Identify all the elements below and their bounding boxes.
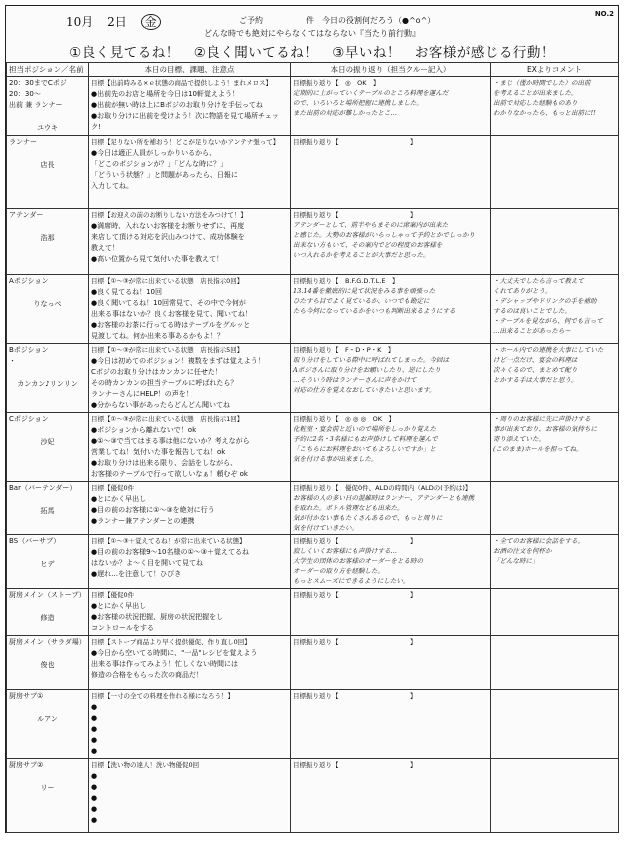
reflection-label: 目標振り返り【 】: [293, 138, 417, 146]
reflection-label: 目標振り返り【 F・D・P・K 】: [293, 346, 395, 354]
handwritten-line: もっとスムーズにできるようにしたい。: [293, 577, 410, 585]
goal-item: ●: [91, 816, 98, 824]
goal-item: ●ランナー兼アテンダーとの連携: [91, 517, 195, 525]
goal-head: 目標【一寸の全ての料理を作れる様になろう！】: [91, 692, 234, 700]
goal-item: はないか？よ～く目を開いて見てね: [91, 559, 203, 567]
goal-item: ●目の前のお客様に①～③を絶対に行う: [91, 506, 215, 514]
handwritten-line: 出来ない方もいて、その案内でどの程度のお客様を: [293, 241, 443, 249]
comment-cell[interactable]: [491, 482, 619, 535]
goal-head: 目標【①～③＋覚えてるね！が常に出来ている状態】: [91, 537, 246, 545]
position-cell: [7, 690, 89, 759]
goal-head: 目標【①～③が常に出来ている状態 店長指示1回】: [91, 415, 244, 423]
goal-item: 出来る事は作ってみよう！忙しくない時間には: [91, 660, 238, 668]
comment-line: ・デシャップやドリンクの手を補助: [493, 297, 597, 305]
person-name: ユウキ: [37, 124, 58, 132]
table-row: [7, 413, 619, 482]
comment-cell[interactable]: [491, 636, 619, 690]
reflection-label: 目標振り返り【 ◎ OK 】: [293, 79, 380, 87]
reflection-cell[interactable]: [291, 136, 491, 209]
goal-head: 目標【①～③が常に出来ている状態 店長指示0回】: [91, 277, 244, 285]
person-name: 修造: [40, 614, 55, 622]
person-name: りなっぺ: [33, 300, 62, 308]
page-number: NO.2: [594, 10, 614, 18]
goal-item: ●: [91, 747, 98, 755]
goal-item: ●分からない事があったらどんどん聞いてね: [91, 401, 231, 409]
goal-item: ●ポジションから離れないで！ok: [91, 426, 197, 434]
comment-line: くれてありがとう。: [493, 287, 552, 295]
position-name: Aポジション: [9, 277, 49, 285]
handwritten-line: 気を付ける事が出来ました。: [293, 455, 378, 463]
handwritten-line: 予約に2名・3名様にもお声掛けして料理を運んで: [293, 435, 438, 443]
goal-item: ●高い位置から見て気付いた事を教えて！: [91, 255, 224, 263]
reflection-cell[interactable]: [291, 589, 491, 636]
goal-head: 目標【お迎えの前のお断りしない方法をみつけて！】: [91, 211, 247, 219]
handwritten-line: 化粧室・宴会前と近いので場所をしっかり覚えた: [293, 425, 436, 433]
goal-item: ●: [91, 714, 98, 722]
daily-role-sheet: [5, 5, 619, 833]
goal-item: ●: [91, 805, 98, 813]
goal-head: 目標【①～③が常に出来ている状態 店長指示5回】: [91, 346, 244, 354]
role-table: [6, 62, 619, 833]
reflection-cell[interactable]: [291, 690, 491, 759]
handwritten-line: 対応の仕方を覚えなおしていきたいと思います。: [293, 386, 436, 394]
goal-head: 目標【洗い物の達人！洗い物優促0回: [91, 761, 200, 769]
position-cell: [7, 77, 89, 136]
comment-cell[interactable]: [491, 275, 619, 344]
comment-cell[interactable]: [491, 690, 619, 759]
goal-item: ●目の前のお客様9～10名様の①～③＋覚えてるね: [91, 548, 250, 556]
position-cell: [7, 589, 89, 636]
position-name: 20：30までCポジ: [9, 79, 67, 87]
goal-cell: [89, 482, 291, 535]
month: 10月: [66, 15, 94, 29]
position-name: アテンダー: [9, 211, 44, 219]
goal-item: ●: [91, 772, 98, 780]
table-row: [7, 77, 619, 136]
position-name: Bar（バーテンダー）: [9, 484, 77, 492]
handwritten-line: いつ入れるかを考えることが大事だと思った。: [293, 251, 430, 259]
handwritten-line: …そういう時はランナーさんに声をかけて: [293, 376, 417, 384]
handwritten-line: ので、いろいろと場所把握に連携しました。: [293, 99, 423, 107]
goal-item: ●とにかく早出し: [91, 602, 147, 610]
handwritten-line: お客様の人の多い日の混雑時はランナー、アテンダーとも連携: [293, 494, 475, 502]
reflection-label: 目標振り返り【 】: [293, 591, 417, 599]
comment-cell[interactable]: [491, 77, 619, 136]
goal-item: ●良く見てるね！10回: [91, 288, 163, 296]
goal-cell: [89, 535, 291, 589]
goal-item: ●: [91, 794, 98, 802]
handwritten-line: ひたすら目でよく見ているか、いつでも勘定に: [293, 297, 430, 305]
handwritten-line: を取れた。ボトル管理なども出来た。: [293, 504, 404, 512]
person-name: 俊也: [40, 661, 55, 669]
goal-cell: [89, 413, 291, 482]
goal-cell: [89, 759, 291, 833]
reflection-label: 目標振り返り【 優促0件、ALDの時間内（ALDの(予約は)】: [293, 484, 472, 492]
goal-item: ●とにかく早出し: [91, 495, 147, 503]
reflection-cell[interactable]: [291, 636, 491, 690]
comment-line: を考えることが出来ました。: [493, 89, 578, 97]
reflection-cell[interactable]: [291, 535, 491, 589]
goal-cell: [89, 136, 291, 209]
handwritten-line: また出前の対応が難しかったとこ…: [293, 109, 397, 117]
reflection-label: 目標振り返り【 】: [293, 211, 417, 219]
comment-line: 出前で対応した経験ものあり: [493, 99, 578, 107]
position-cell: [7, 482, 89, 535]
reflection-label: 目標振り返り【 】: [293, 761, 417, 769]
goal-cell: [89, 275, 291, 344]
goal-item: ●お客様の状況把握、厨房の状況把握をし: [91, 613, 224, 621]
reflection-label: 目標振り返り【 】: [293, 692, 417, 700]
handwritten-line: たら今何になっているかをいつも判断出来るようにする: [293, 307, 456, 315]
goal-item: ●お取り分けは出来る限り、会話をしながら、: [91, 459, 238, 467]
table-row: [7, 589, 619, 636]
goal-head: 目標【優促0件: [91, 591, 135, 599]
goal-item: 見渡してね。何か出来る事あるかもよ！？: [91, 332, 224, 340]
position-sub: 20：30～: [9, 90, 41, 98]
weekday: 金: [141, 14, 161, 30]
person-name: 拓馬: [40, 507, 55, 515]
comment-line: するのは良いことでした。: [493, 307, 571, 315]
handwritten-line: 「こちらにお料理をおいてもよろしいですか」と: [293, 445, 436, 453]
goal-item: 修造の合格をもらった次の商品だ！: [91, 671, 203, 679]
comment-line: ・大丈夫でしたら言って教えて: [493, 277, 584, 285]
comment-line: わかりなかったら、もっと出前に!!: [493, 109, 596, 117]
handwritten-line: オーダーの取り方を経験した。: [293, 567, 384, 575]
comment-line: 寄り添えていた。: [493, 435, 545, 443]
table-header-row: [7, 63, 619, 77]
handwritten-line: 気を付けていきたい。: [293, 524, 358, 532]
position-sub: ・: [9, 357, 16, 365]
person-name: カンカン♪リンリン: [17, 380, 78, 388]
reflection-cell[interactable]: [291, 759, 491, 833]
position-cell: [7, 136, 89, 209]
col-reflection: 本日の振り返り（担当クルー記入）: [291, 63, 491, 77]
handwritten-line: 取り分けをしている際中に呼ばれてしまった。今回は: [293, 356, 449, 364]
reflection-cell[interactable]: [291, 77, 491, 136]
reflection-label: 目標振り返り【 ◎ ◎ ◎ OK 】: [293, 415, 396, 423]
comment-line: ・周りのお客様に先に声掛けする: [493, 415, 591, 423]
role-title: 件 今日の役割何だろう（●^o^）: [306, 16, 436, 25]
goal-item: コントロールをする: [91, 624, 154, 632]
goal-item: Cポジのお取り分けはカンカンに任せた！: [91, 368, 222, 376]
goal-head: 目標【足りない所を補おう！どこが足りないかアンテナ張って】: [91, 138, 280, 146]
day: 2日: [107, 15, 127, 29]
goal-item: 教えて！: [91, 244, 119, 252]
table-row: [7, 636, 619, 690]
comment-line: けど一点だけ、宴会の料理は: [493, 356, 578, 364]
position-cell: [7, 535, 89, 589]
comment-cell[interactable]: [491, 344, 619, 413]
goal-item: 来店して頂ける対応を沢山みつけて、成功体験を: [91, 233, 245, 241]
handwritten-line: アテンダーとして、前半やらまそのに席案内が出来た: [293, 221, 449, 229]
table-row: [7, 209, 619, 275]
goal-item: ●今日は適正人員がしっかりいるから、: [91, 149, 217, 157]
col-goal: 本日の目標、課題、注意点: [89, 63, 291, 77]
table-row: [7, 535, 619, 589]
goal-item: ●: [91, 783, 98, 791]
col-position: 担当ポジション／名前: [7, 63, 89, 77]
handwritten-line: 大学生の団体のお客様のオーダーをとる時の: [293, 557, 423, 565]
goal-head: 目標【出前時みる×ｅ状態の商品で提供しよう！まれメロス】: [91, 79, 272, 87]
comment-line: (このまま)ホールを担ってね。: [493, 445, 583, 453]
comment-cell[interactable]: [491, 589, 619, 636]
goal-item: 出来る事はないか？良くお客様を見て、聞いてね！: [91, 310, 252, 318]
table-row: [7, 690, 619, 759]
reservation-label: ご予約: [239, 16, 263, 25]
goal-item: ●満席時、入れないお客様をお断りせずに、再度: [91, 222, 245, 230]
motto: ①良く見てるね！ ②良く聞いてるね！ ③早いね！ お客様が感じる行動！: [69, 45, 555, 61]
comment-line: ・テーブルを見ながら、何でも言って: [493, 317, 603, 325]
goal-cell: [89, 77, 291, 136]
position-sub: 出前 兼 ランナー: [9, 101, 63, 109]
comment-line: お酒の注文を何杯か: [493, 547, 552, 555]
comment-line: ・まじ（僅か時間でした）の出前: [493, 79, 591, 87]
comment-line: …出来ることがあったら〜: [493, 327, 571, 335]
table-row: [7, 275, 619, 344]
sheet-header: [6, 6, 618, 68]
goal-item: その時カンカンの担当テーブルに呼ばれたら？: [91, 379, 238, 387]
reflection-cell[interactable]: [291, 482, 491, 535]
handwritten-line: 気が付かない事もたくさんあるので、もっと周りに: [293, 514, 443, 522]
position-cell: [7, 413, 89, 482]
goal-item: ●遅れ…を注意して！ひびき: [91, 570, 182, 578]
position-name: ランナー: [9, 138, 37, 146]
position-name: 厨房メイン（サラダ場）: [9, 638, 86, 646]
goal-head: 目標【ストーブ商品より早く提供優促、作り直し0回】: [91, 638, 251, 646]
goal-item: ●: [91, 703, 98, 711]
col-comment: EXよりコメント: [491, 63, 619, 77]
goal-item: ●出前が無い時は上にBポジのお取り分けを手伝ってね: [91, 101, 263, 109]
goal-item: ●: [91, 736, 98, 744]
comment-cell[interactable]: [491, 136, 619, 209]
table-row: [7, 136, 619, 209]
person-name: ルアン: [37, 715, 58, 723]
reflection-cell[interactable]: [291, 413, 491, 482]
goal-item: ●お取り分けに出前を受けよう！次に物語を見て場所チェック!: [91, 112, 279, 131]
person-name: リー: [40, 784, 55, 792]
comment-line: 「どんな時に」: [493, 557, 539, 565]
reflection-cell[interactable]: [291, 275, 491, 344]
comment-cell[interactable]: [491, 209, 619, 275]
position-name: Bポジション: [9, 346, 49, 354]
person-name: 沙妃: [40, 438, 55, 446]
comment-cell[interactable]: [491, 535, 619, 589]
position-cell: [7, 209, 89, 275]
goal-item: 「どこのポジションが？」「どんな時に？」: [91, 160, 228, 168]
handwritten-line: 定期的に上がっていくテーブルのところ料理を運んだ: [293, 89, 449, 97]
goal-item: 「どういう状態？」と問題があったら、日報に: [91, 171, 238, 179]
goal-item: 営業してね！気付いた事を報告してね！ok: [91, 448, 226, 456]
reflection-cell[interactable]: [291, 209, 491, 275]
position-name: 厨房サブ②: [9, 761, 44, 769]
position-name: Cポジション: [9, 415, 49, 423]
table-row: [7, 344, 619, 413]
reflection-label: 目標振り返り【 】: [293, 537, 417, 545]
goal-cell: [89, 690, 291, 759]
table-row: [7, 482, 619, 535]
position-name: 厨房サブ①: [9, 692, 44, 700]
position-cell: [7, 759, 89, 833]
person-name: 店長: [40, 161, 55, 169]
reflection-label: 目標振り返り【 】: [293, 638, 417, 646]
position-cell: [7, 636, 89, 690]
person-name: ヒデ: [40, 560, 55, 568]
goal-item: ●①～③で当てはまる事は他にないか？考えながら: [91, 437, 250, 445]
position-name: 厨房メイン（ストーブ）: [9, 591, 86, 599]
handwritten-line: Aポジさんに取り分けをお願いしたり、逆にしたり: [293, 366, 441, 374]
goal-item: 入力してね。: [91, 182, 133, 190]
comment-line: とかする手は大事だと思う。: [493, 376, 578, 384]
goal-cell: [89, 344, 291, 413]
comment-line: ・全てのお客様に会話をする。: [493, 537, 584, 545]
reflection-label: 目標振り返り【 B.F.G.D.T.L.E 】: [293, 277, 399, 285]
goal-item: ランナーさんにHELP！の声を！: [91, 390, 193, 398]
comment-line: ・ホール内での連携を大事にしていた: [493, 346, 604, 354]
handwritten-line: 寂しくいくお客様にも声掛けする…: [293, 547, 397, 555]
comment-cell[interactable]: [491, 413, 619, 482]
table-row: [7, 759, 619, 833]
handwritten-line: と感じた。大勢のお客様がいらっしゃって予約とかでしっかり: [293, 231, 475, 239]
comment-cell[interactable]: [491, 759, 619, 833]
person-name: 浩那: [40, 234, 55, 242]
reflection-cell[interactable]: [291, 344, 491, 413]
goal-item: ●: [91, 725, 98, 733]
comment-line: 事が出来ており、お客様の気持ちに: [493, 425, 597, 433]
goal-cell: [89, 636, 291, 690]
goal-item: ●出前先のお店と場所を今日は10軒覚えよう！: [91, 90, 240, 98]
goal-head: 目標【優促0件: [91, 484, 135, 492]
position-cell: [7, 344, 89, 413]
goal-item: ●お客様のお茶に行ってる時はテーブルをグルッと: [91, 321, 251, 329]
position-cell: [7, 275, 89, 344]
subtitle: どんな時でも絶対にやらなくてはならない『当たり前行動』: [204, 29, 420, 38]
position-name: BS（バーサブ）: [9, 537, 61, 545]
goal-cell: [89, 589, 291, 636]
goal-cell: [89, 209, 291, 275]
comment-line: 次々くるので、まとめて配り: [493, 366, 578, 374]
goal-item: ●今日は初めてのポジション！複数をまずは覚えよう！: [91, 357, 265, 365]
handwritten-line: 13.14番を徹底的に見て状況をみる事を頑張った: [293, 287, 436, 295]
goal-item: お客様のテーブルで行って欲しいなぁ！頼むぞ ok: [91, 470, 248, 478]
goal-item: ●今日から空いてる時間に、"一品"レシピを覚えよう: [91, 649, 258, 657]
goal-item: ●良く聞いてるね！10回常見て、その中で今何が: [91, 299, 246, 307]
